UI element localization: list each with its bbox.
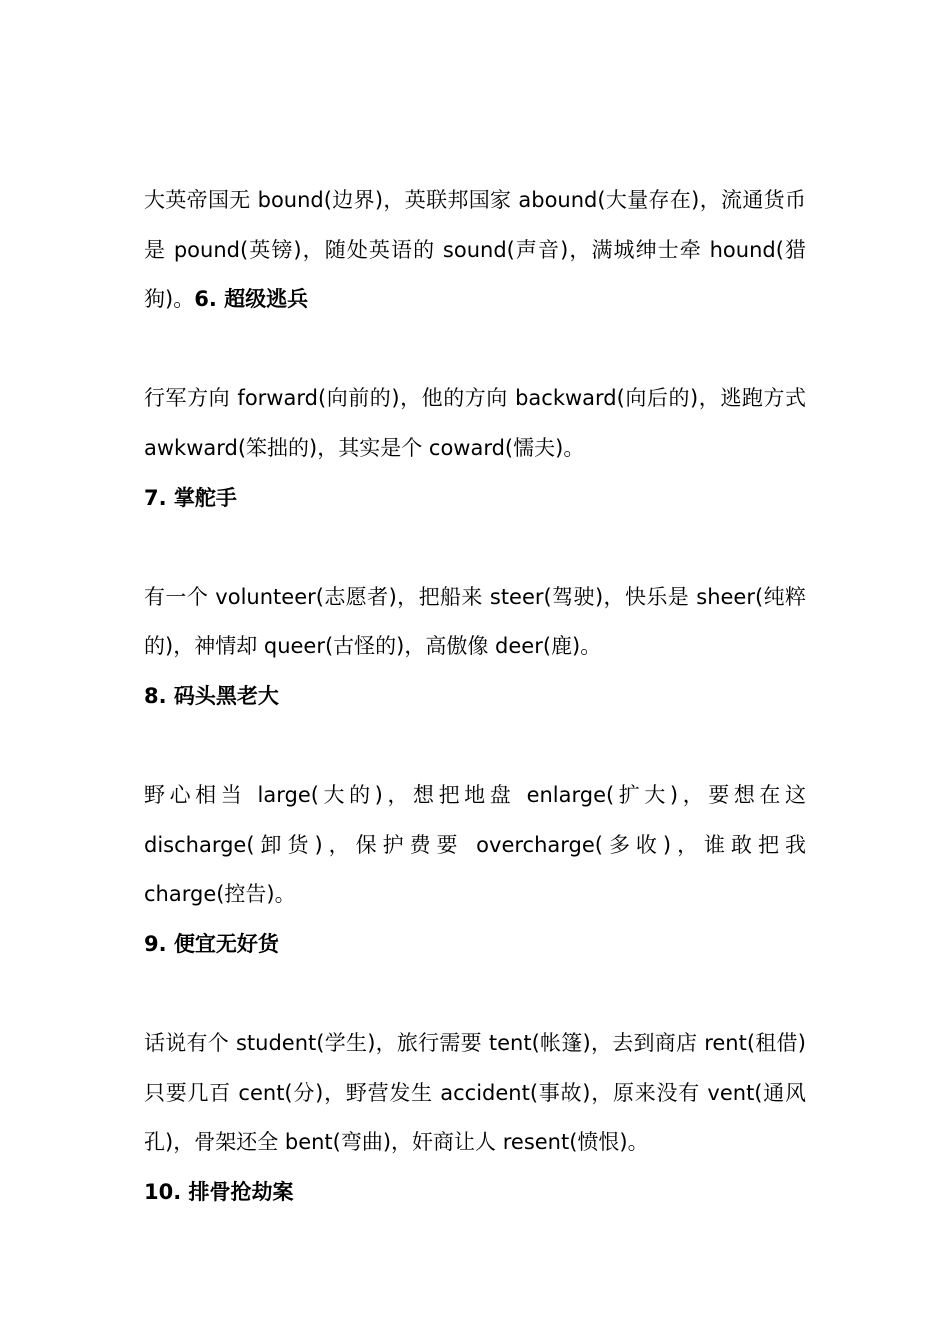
spacer [144,325,806,375]
section-heading-7: 7. 掌舵手 [144,485,237,510]
spacer [144,722,806,772]
section-heading-10: 10. 排骨抢劫案 [144,1179,294,1204]
paragraph-3: 有一个 volunteer(志愿者)，把船来 steer(驾驶)，快乐是 sheer(纯粹的)，神情却 queer(古怪的)，高傲像 deer(鹿)。 [144,584,806,659]
section-heading-6: 6. 超级逃兵 [194,287,309,312]
section-heading-9: 9. 便宜无好货 [144,931,279,956]
paragraph-5: 话说有个 student(学生)，旅行需要 tent(帐篷)，去到商店 rent(租借)只要几百 cent(分)，野营发生 accident(事故)，原来没有 vent(通风孔)，骨架还全 bent(弯曲)，奸商让人 resent(愤恨)。 [144,1031,806,1155]
document-page [144,176,806,1217]
paragraph-4: 野心相当 large(大的)，想把地盘 enlarge(扩大)，要想在这 discharge(卸货)，保护费要 overcharge(多收)，谁敢把我 charge(控告)。 [144,783,806,907]
spacer [144,970,806,1020]
spacer [144,523,806,573]
section-heading-8: 8. 码头黑老大 [144,683,279,708]
paragraph-2: 行军方向 forward(向前的)，他的方向 backward(向后的)，逃跑方式 awkward(笨拙的)，其实是个 coward(懦夫)。 [144,386,806,460]
paragraph-1 [144,176,806,325]
paragraph-1-text: 大英帝国无 bound(边界)，英联邦国家 abound(大量存在)，流通货币是 pound(英镑)，随处英语的 sound(声音)，满城绅士牵 hound(猎狗)。 [144,188,806,312]
